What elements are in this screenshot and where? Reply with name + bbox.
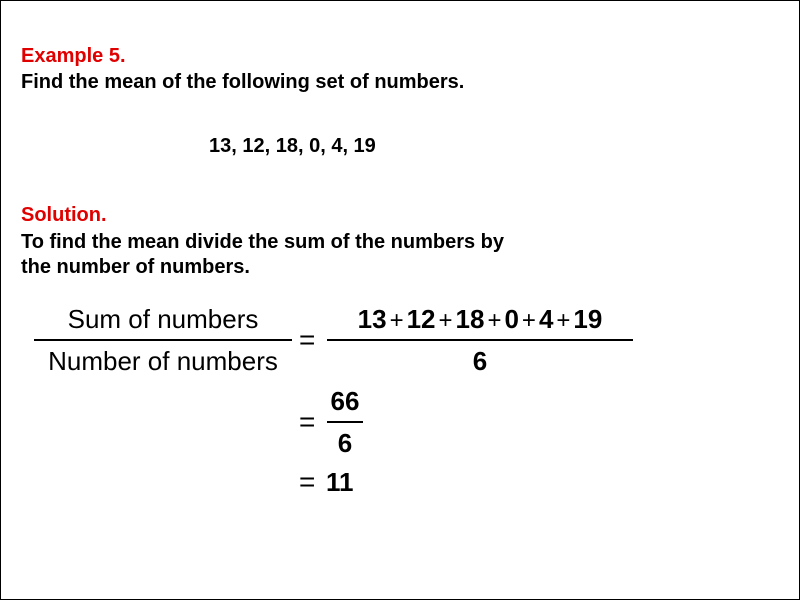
number-set: 13, 12, 18, 0, 4, 19 [209,135,376,157]
plus-sign: + [521,307,536,334]
result-value: 11 [326,467,354,497]
sum-term: 4 [538,304,554,334]
plus-sign: + [389,307,404,334]
equals-sign: = [299,406,316,437]
problem-statement: Find the mean of the following set of numbers. [21,71,465,93]
solution-explanation-line-2: the number of numbers. [21,256,250,278]
equals-sign: = [299,324,316,355]
plus-sign: + [556,307,571,334]
sum-term: 13 [357,304,387,334]
fraction-bar [34,339,292,341]
fraction-bar [327,339,633,341]
total-numerator: 66 [330,386,360,416]
solution-title: Solution. [21,204,107,226]
fraction-bar [327,421,363,423]
formula-denominator: Number of numbers [48,346,278,376]
count-denominator: 6 [337,428,353,458]
sum-term: 18 [455,304,485,334]
plus-sign: + [438,307,453,334]
plus-sign: + [487,307,502,334]
count-denominator: 6 [472,346,488,376]
formula-numerator: Sum of numbers [67,304,259,334]
solution-explanation-line-1: To find the mean divide the sum of the numbers by [21,231,505,253]
sum-term: 0 [504,304,519,334]
sum-term: 12 [406,304,436,334]
example-title: Example 5. [21,45,126,67]
sum-term: 19 [573,304,603,334]
mean-formula-fraction [34,301,292,379]
sum-fraction [327,301,633,379]
total-fraction [327,383,363,461]
equals-sign: = [299,466,316,497]
sum-expression [358,301,603,337]
